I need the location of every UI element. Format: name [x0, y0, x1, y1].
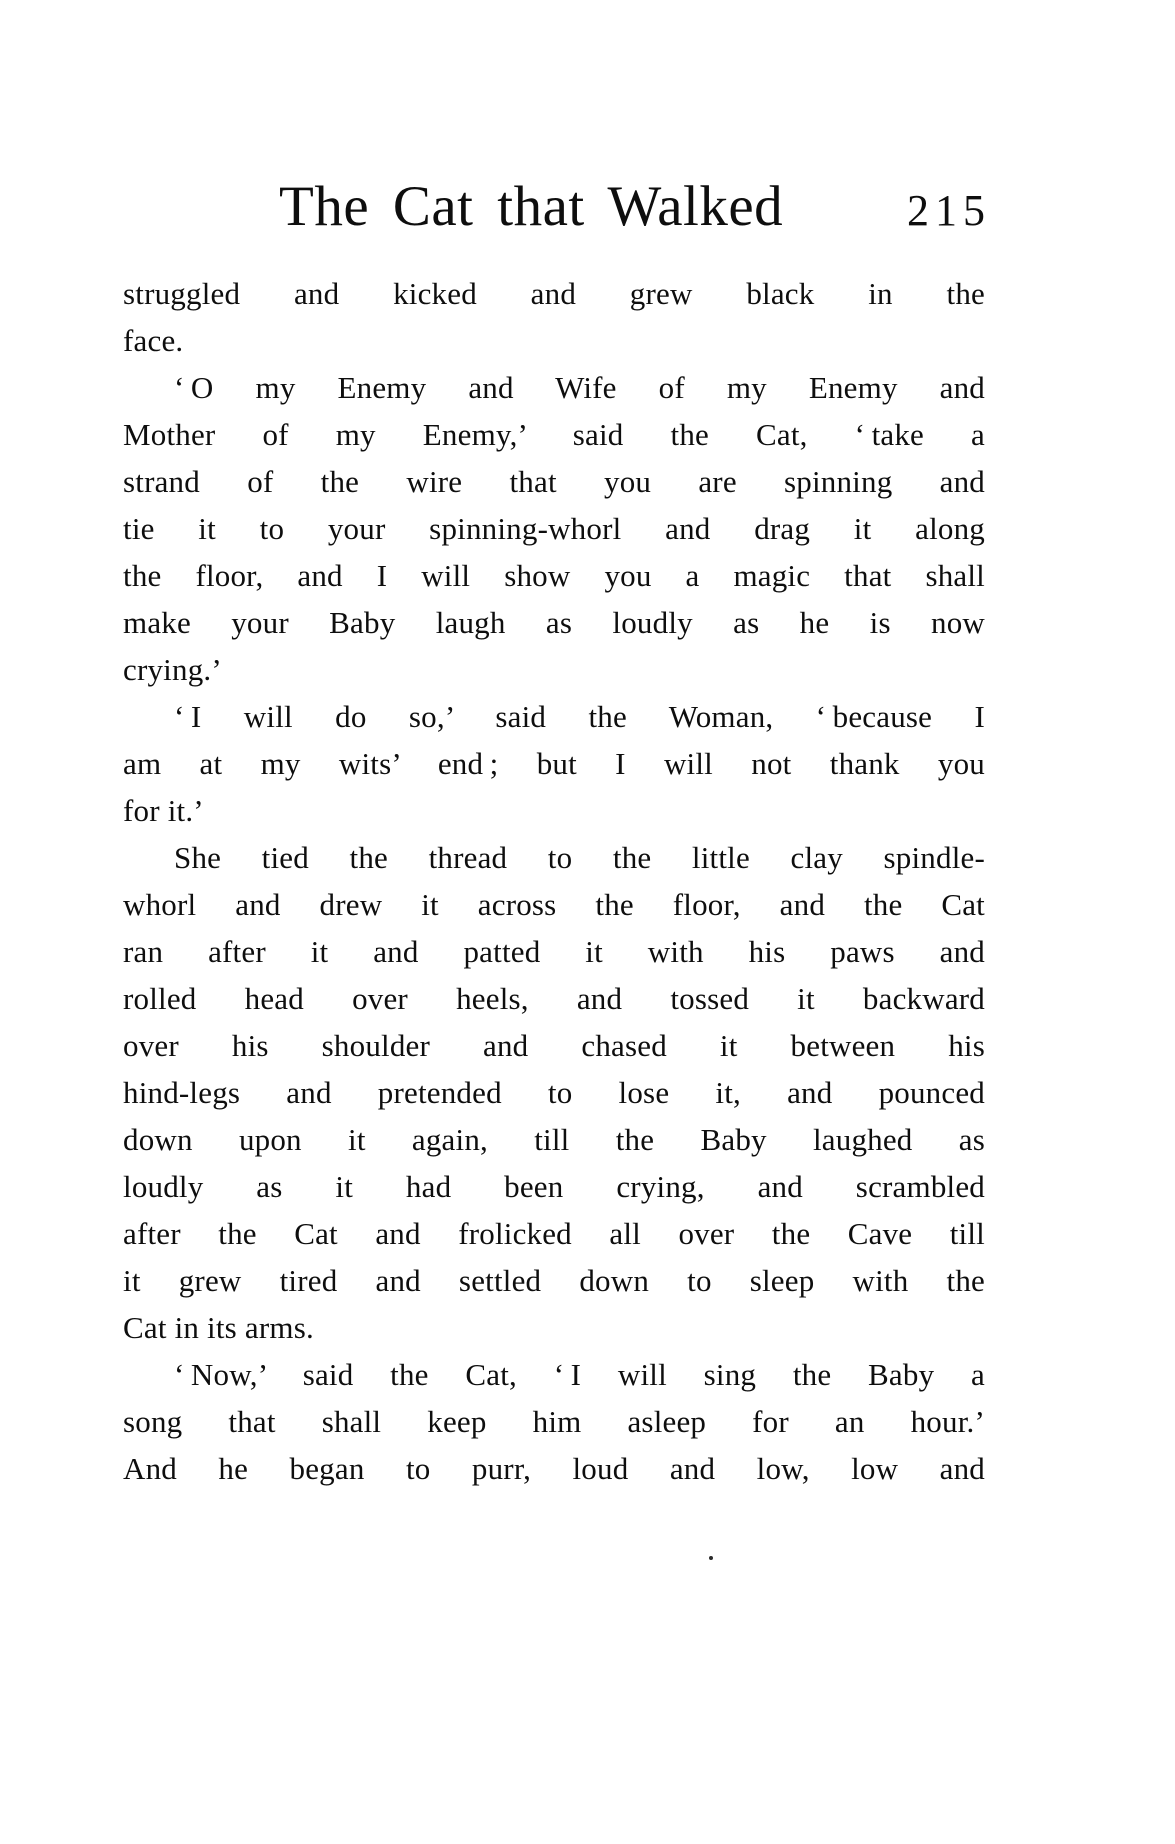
- text-line: strand of the wire that you are spinning and: [123, 464, 985, 499]
- text-line: the floor, and I will show you a magic that shall: [123, 558, 985, 593]
- text-line: She tied the thread to the little clay spindle-: [174, 840, 985, 875]
- page-header: [123, 175, 991, 238]
- text-line: song that shall keep him asleep for an hour.’: [123, 1404, 985, 1439]
- text-line: hind-legs and pretended to lose it, and pounced: [123, 1075, 985, 1110]
- text-line: struggled and kicked and grew black in the: [123, 276, 985, 311]
- text-line: it grew tired and settled down to sleep with the: [123, 1263, 985, 1298]
- text-line: loudly as it had been crying, and scrambled: [123, 1169, 985, 1204]
- page-number: 215: [907, 186, 991, 235]
- text-line: after the Cat and frolicked all over the Cave till: [123, 1216, 985, 1251]
- ink-speck-artifact: [709, 1556, 713, 1560]
- text-line: whorl and drew it across the floor, and the Cat: [123, 887, 985, 922]
- text-line: Mother of my Enemy,’ said the Cat, ‘ take a: [123, 417, 985, 452]
- text-line: And he began to purr, loud and low, low and: [123, 1451, 985, 1486]
- text-line: tie it to your spinning-whorl and drag it along: [123, 511, 985, 546]
- text-line: rolled head over heels, and tossed it backward: [123, 981, 985, 1016]
- text-line: ‘ Now,’ said the Cat, ‘ I will sing the Baby a: [174, 1357, 985, 1392]
- text-line: ‘ I will do so,’ said the Woman, ‘ because I: [174, 699, 985, 734]
- text-line: face.: [123, 323, 184, 358]
- text-line: over his shoulder and chased it between his: [123, 1028, 985, 1063]
- text-line: ran after it and patted it with his paws and: [123, 934, 985, 969]
- running-title: The Cat that Walked: [279, 175, 784, 238]
- body-text: [123, 270, 985, 1492]
- text-line: make your Baby laugh as loudly as he is now: [123, 605, 985, 640]
- text-line: for it.’: [123, 793, 204, 828]
- text-line: Cat in its arms.: [123, 1310, 314, 1345]
- text-line: down upon it again, till the Baby laughed as: [123, 1122, 985, 1157]
- text-line: crying.’: [123, 652, 222, 687]
- text-line: am at my wits’ end ; but I will not thank you: [123, 746, 985, 781]
- text-line: ‘ O my Enemy and Wife of my Enemy and: [174, 370, 985, 405]
